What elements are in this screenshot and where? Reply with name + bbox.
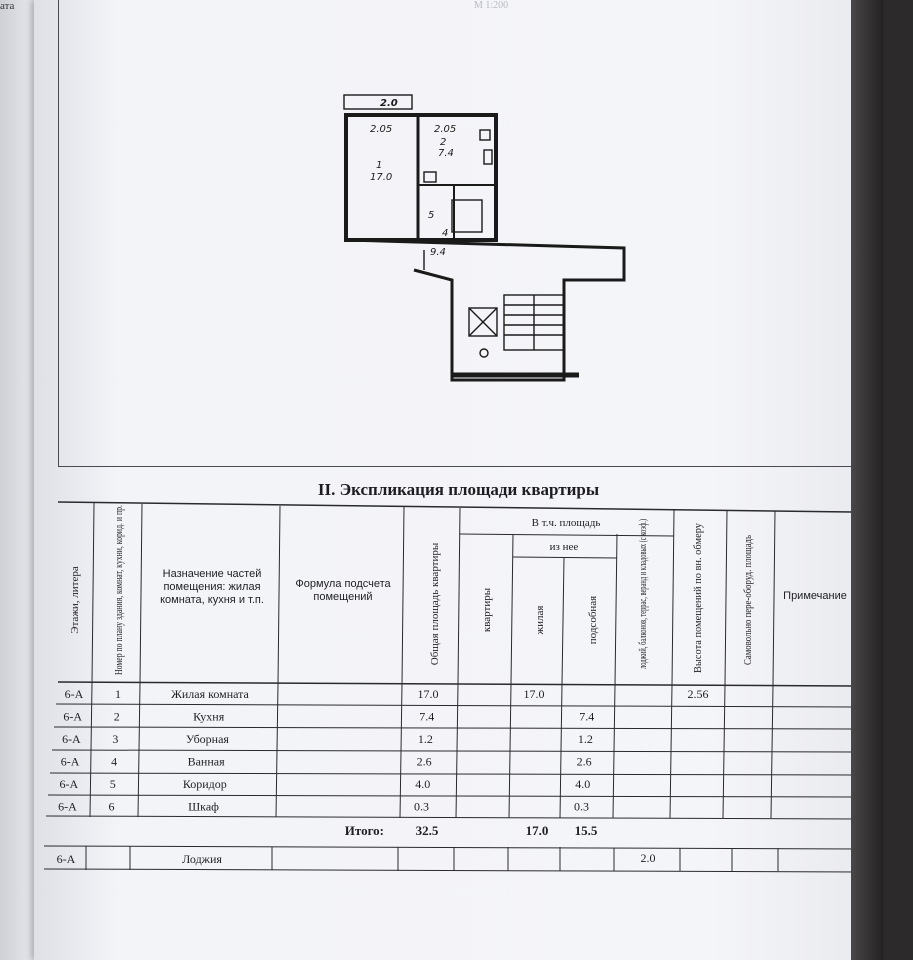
cell-total: 4.0 <box>415 777 431 791</box>
cell-name: Шкаф <box>188 799 219 814</box>
loggia-name: Лоджия <box>182 852 222 866</box>
cell-floor: 6-А <box>63 709 83 724</box>
plan-label: 7.4 <box>438 148 454 159</box>
table-row <box>59 777 590 791</box>
plan-label: 1 <box>376 160 383 171</box>
header-note: Примечание <box>783 590 847 602</box>
cell-aux: 1.2 <box>577 732 593 746</box>
totals-aux: 15.5 <box>574 823 598 838</box>
totals-total: 32.5 <box>415 823 439 838</box>
explication-table <box>34 0 883 960</box>
cell-name: Коридор <box>182 777 227 791</box>
cell-total: 1.2 <box>417 732 433 746</box>
cell-no: 3 <box>112 732 119 746</box>
cell-total: 7.4 <box>419 709 435 724</box>
table-row <box>62 732 593 746</box>
table-row <box>65 687 709 701</box>
cell-floor: 6-А <box>58 799 77 814</box>
cell-floor: 6-А <box>62 732 81 746</box>
header-total-area: Общая площадь квартиры <box>429 542 441 666</box>
cell-total: 17.0 <box>417 687 439 701</box>
header-auxiliary: подсобная <box>587 595 599 645</box>
plan-label: 17.0 <box>370 172 393 183</box>
cell-name: Жилая комната <box>171 687 249 701</box>
cell-no: 6 <box>108 799 115 814</box>
cell-aux: 4.0 <box>575 777 591 791</box>
cell-no: 2 <box>113 709 120 724</box>
plan-label: 5 <box>428 210 435 221</box>
cell-total: 2.6 <box>416 754 432 769</box>
header-height: Высота помещений по вн. обмеру <box>693 528 704 673</box>
plan-label: 2.0 <box>380 98 398 109</box>
header-purpose: Назначение частей помещения: жилая комната, кухня и т.п. <box>160 568 264 606</box>
previous-page-text: ата <box>0 0 15 12</box>
cell-name: Уборная <box>185 732 229 746</box>
plan-label: 2.05 <box>370 124 393 135</box>
header-living: жилая <box>534 605 546 635</box>
header-room-no: Номер по плану здания, комнат, кухни, корид. и пр. <box>114 456 125 675</box>
cell-total: 0.3 <box>414 799 429 814</box>
cell-aux: 2.6 <box>576 754 592 769</box>
header-incl-area: В т.ч. площадь <box>531 517 601 529</box>
scale-header: М 1:200 <box>474 0 509 11</box>
cell-living: 17.0 <box>523 687 545 701</box>
header-floor: Этажи, литера <box>69 566 81 634</box>
cell-name: Кухня <box>193 709 225 724</box>
cell-floor: 6-А <box>59 777 79 791</box>
totals-label: Итого: <box>344 823 384 838</box>
table-row <box>63 710 594 724</box>
loggia-floor: 6-А <box>56 852 76 866</box>
header-formula: Формула подсчета помещений <box>295 578 391 603</box>
header-unauthorized: Самовольно пере-оборуд. площадь <box>743 516 754 665</box>
totals-living: 17.0 <box>525 823 549 838</box>
plan-label: 2.05 <box>434 124 457 135</box>
cell-height: 2.56 <box>687 687 709 701</box>
cell-floor: 6-А <box>64 687 84 701</box>
book-edge <box>851 0 883 960</box>
header-apartments: квартиры <box>481 587 493 633</box>
plan-label: 2 <box>440 137 447 148</box>
loggia-value: 2.0 <box>640 851 656 865</box>
plan-label: 4 <box>442 228 449 239</box>
header-of-which: из нее <box>549 541 579 553</box>
document-page <box>34 0 883 960</box>
section-title: II. Экспликация площади квартиры <box>317 480 600 499</box>
plan-label: 9.4 <box>430 247 446 258</box>
cell-floor: 6-А <box>60 754 80 769</box>
cell-no: 5 <box>109 777 116 791</box>
table-row <box>61 755 592 769</box>
cell-aux: 7.4 <box>579 709 595 724</box>
header-loggia: лоджий, балконов, террас, веранд и кладовых (с коэф.) <box>638 435 649 669</box>
cell-name: Ванная <box>187 754 225 769</box>
cell-aux: 0.3 <box>574 799 589 814</box>
cell-no: 4 <box>111 754 118 769</box>
cell-no: 1 <box>115 687 121 701</box>
